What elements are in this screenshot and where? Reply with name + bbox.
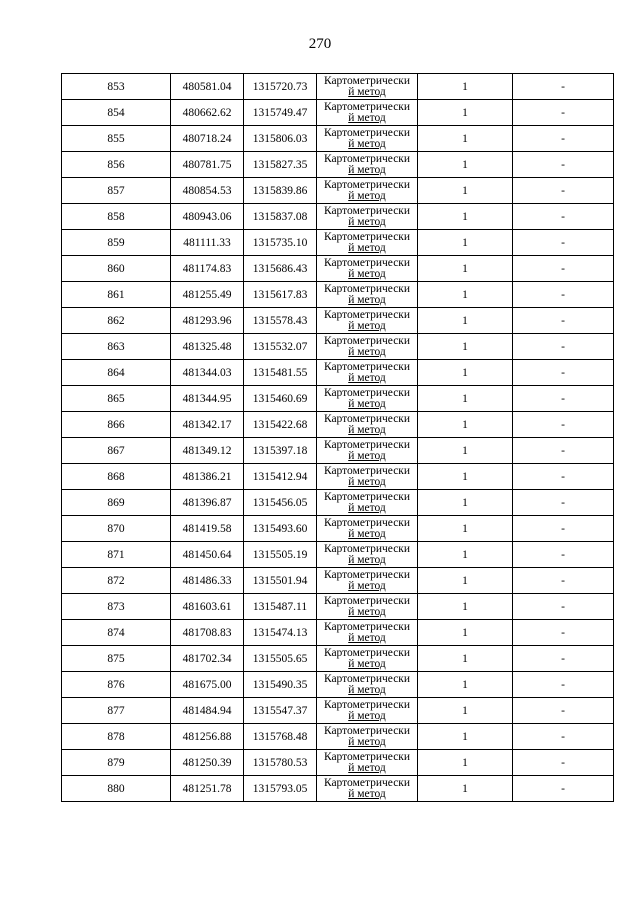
x-coordinate-cell: 480854.53	[171, 178, 244, 204]
method-line-1: Картометрически	[323, 542, 411, 555]
method-cell	[317, 308, 418, 334]
table-row	[62, 568, 614, 594]
method-line-1: Картометрически	[323, 230, 411, 243]
x-coordinate-cell: 481486.33	[171, 568, 244, 594]
table-row	[62, 152, 614, 178]
accuracy-cell: 1	[418, 256, 513, 282]
method-cell	[317, 672, 418, 698]
point-number-cell: 868	[62, 464, 171, 490]
method-line-2: й метод	[348, 423, 386, 436]
table-row	[62, 308, 614, 334]
y-coordinate-cell: 1315493.60	[244, 516, 317, 542]
method-line-1: Картометрически	[323, 386, 411, 399]
method-line-1: Картометрически	[323, 646, 411, 659]
method-cell	[317, 360, 418, 386]
y-coordinate-cell: 1315780.53	[244, 750, 317, 776]
method-line-1: Картометрически	[323, 204, 411, 217]
method-line-2: й метод	[348, 189, 386, 202]
table-row	[62, 672, 614, 698]
method-line-2: й метод	[348, 137, 386, 150]
accuracy-cell: 1	[418, 334, 513, 360]
note-cell: -	[513, 516, 614, 542]
y-coordinate-cell: 1315460.69	[244, 386, 317, 412]
x-coordinate-cell: 480781.75	[171, 152, 244, 178]
point-number-cell: 861	[62, 282, 171, 308]
y-coordinate-cell: 1315474.13	[244, 620, 317, 646]
point-number-cell: 860	[62, 256, 171, 282]
accuracy-cell: 1	[418, 724, 513, 750]
accuracy-cell: 1	[418, 698, 513, 724]
method-cell	[317, 568, 418, 594]
point-number-cell: 863	[62, 334, 171, 360]
x-coordinate-cell: 481349.12	[171, 438, 244, 464]
y-coordinate-cell: 1315793.05	[244, 776, 317, 802]
point-number-cell: 874	[62, 620, 171, 646]
method-cell	[317, 126, 418, 152]
method-line-2: й метод	[348, 631, 386, 644]
note-cell: -	[513, 672, 614, 698]
table-row	[62, 464, 614, 490]
table-row	[62, 178, 614, 204]
method-line-2: й метод	[348, 787, 386, 800]
x-coordinate-cell: 481111.33	[171, 230, 244, 256]
table-row	[62, 204, 614, 230]
method-line-2: й метод	[348, 605, 386, 618]
method-cell	[317, 204, 418, 230]
note-cell: -	[513, 360, 614, 386]
method-line-1: Картометрически	[323, 750, 411, 763]
method-line-1: Картометрически	[323, 672, 411, 685]
method-cell	[317, 438, 418, 464]
accuracy-cell: 1	[418, 776, 513, 802]
table-row	[62, 490, 614, 516]
note-cell: -	[513, 126, 614, 152]
x-coordinate-cell: 481293.96	[171, 308, 244, 334]
y-coordinate-cell: 1315768.48	[244, 724, 317, 750]
accuracy-cell: 1	[418, 360, 513, 386]
note-cell: -	[513, 282, 614, 308]
point-number-cell: 876	[62, 672, 171, 698]
note-cell: -	[513, 542, 614, 568]
method-line-1: Картометрически	[323, 776, 411, 789]
method-cell	[317, 490, 418, 516]
note-cell: -	[513, 724, 614, 750]
y-coordinate-cell: 1315532.07	[244, 334, 317, 360]
accuracy-cell: 1	[418, 178, 513, 204]
x-coordinate-cell: 481250.39	[171, 750, 244, 776]
note-cell: -	[513, 308, 614, 334]
method-cell	[317, 152, 418, 178]
accuracy-cell: 1	[418, 308, 513, 334]
method-line-1: Картометрически	[323, 334, 411, 347]
accuracy-cell: 1	[418, 464, 513, 490]
method-line-1: Картометрически	[323, 126, 411, 139]
point-number-cell: 866	[62, 412, 171, 438]
table-row	[62, 334, 614, 360]
method-line-2: й метод	[348, 267, 386, 280]
note-cell: -	[513, 646, 614, 672]
accuracy-cell: 1	[418, 282, 513, 308]
accuracy-cell: 1	[418, 100, 513, 126]
y-coordinate-cell: 1315412.94	[244, 464, 317, 490]
method-line-1: Картометрически	[323, 74, 411, 87]
y-coordinate-cell: 1315837.08	[244, 204, 317, 230]
method-line-1: Картометрически	[323, 568, 411, 581]
x-coordinate-cell: 480662.62	[171, 100, 244, 126]
method-cell	[317, 724, 418, 750]
method-line-1: Картометрически	[323, 464, 411, 477]
coordinates-table	[61, 73, 614, 802]
y-coordinate-cell: 1315617.83	[244, 282, 317, 308]
method-line-1: Картометрически	[323, 152, 411, 165]
table-row	[62, 230, 614, 256]
method-cell	[317, 230, 418, 256]
table-row	[62, 438, 614, 464]
method-cell	[317, 750, 418, 776]
method-line-2: й метод	[348, 215, 386, 228]
method-line-1: Картометрически	[323, 516, 411, 529]
method-line-2: й метод	[348, 553, 386, 566]
point-number-cell: 873	[62, 594, 171, 620]
x-coordinate-cell: 480581.04	[171, 74, 244, 100]
method-cell	[317, 100, 418, 126]
x-coordinate-cell: 481342.17	[171, 412, 244, 438]
point-number-cell: 862	[62, 308, 171, 334]
y-coordinate-cell: 1315720.73	[244, 74, 317, 100]
note-cell: -	[513, 464, 614, 490]
note-cell: -	[513, 750, 614, 776]
point-number-cell: 864	[62, 360, 171, 386]
y-coordinate-cell: 1315456.05	[244, 490, 317, 516]
x-coordinate-cell: 481255.49	[171, 282, 244, 308]
method-line-2: й метод	[348, 501, 386, 514]
y-coordinate-cell: 1315481.55	[244, 360, 317, 386]
accuracy-cell: 1	[418, 750, 513, 776]
table-body	[62, 74, 614, 802]
method-line-1: Картометрически	[323, 308, 411, 321]
table-row	[62, 724, 614, 750]
note-cell: -	[513, 178, 614, 204]
table-row	[62, 698, 614, 724]
y-coordinate-cell: 1315422.68	[244, 412, 317, 438]
method-line-1: Картометрически	[323, 100, 411, 113]
table-row	[62, 126, 614, 152]
point-number-cell: 867	[62, 438, 171, 464]
y-coordinate-cell: 1315827.35	[244, 152, 317, 178]
method-cell	[317, 594, 418, 620]
point-number-cell: 872	[62, 568, 171, 594]
note-cell: -	[513, 568, 614, 594]
method-line-2: й метод	[348, 657, 386, 670]
method-line-2: й метод	[348, 761, 386, 774]
point-number-cell: 878	[62, 724, 171, 750]
x-coordinate-cell: 481325.48	[171, 334, 244, 360]
table-row	[62, 620, 614, 646]
y-coordinate-cell: 1315490.35	[244, 672, 317, 698]
accuracy-cell: 1	[418, 230, 513, 256]
point-number-cell: 871	[62, 542, 171, 568]
x-coordinate-cell: 481603.61	[171, 594, 244, 620]
x-coordinate-cell: 480718.24	[171, 126, 244, 152]
accuracy-cell: 1	[418, 542, 513, 568]
method-line-2: й метод	[348, 293, 386, 306]
method-line-2: й метод	[348, 735, 386, 748]
note-cell: -	[513, 100, 614, 126]
point-number-cell: 855	[62, 126, 171, 152]
table-row	[62, 360, 614, 386]
accuracy-cell: 1	[418, 386, 513, 412]
x-coordinate-cell: 481174.83	[171, 256, 244, 282]
method-line-2: й метод	[348, 241, 386, 254]
x-coordinate-cell: 481256.88	[171, 724, 244, 750]
method-line-2: й метод	[348, 85, 386, 98]
x-coordinate-cell: 481450.64	[171, 542, 244, 568]
x-coordinate-cell: 481675.00	[171, 672, 244, 698]
point-number-cell: 857	[62, 178, 171, 204]
note-cell: -	[513, 412, 614, 438]
x-coordinate-cell: 481344.95	[171, 386, 244, 412]
y-coordinate-cell: 1315806.03	[244, 126, 317, 152]
y-coordinate-cell: 1315749.47	[244, 100, 317, 126]
y-coordinate-cell: 1315397.18	[244, 438, 317, 464]
x-coordinate-cell: 480943.06	[171, 204, 244, 230]
accuracy-cell: 1	[418, 646, 513, 672]
method-cell	[317, 698, 418, 724]
point-number-cell: 877	[62, 698, 171, 724]
note-cell: -	[513, 230, 614, 256]
table-row	[62, 282, 614, 308]
method-line-2: й метод	[348, 397, 386, 410]
method-line-2: й метод	[348, 709, 386, 722]
x-coordinate-cell: 481702.34	[171, 646, 244, 672]
point-number-cell: 853	[62, 74, 171, 100]
table-row	[62, 646, 614, 672]
point-number-cell: 856	[62, 152, 171, 178]
accuracy-cell: 1	[418, 152, 513, 178]
y-coordinate-cell: 1315578.43	[244, 308, 317, 334]
method-line-1: Картометрически	[323, 282, 411, 295]
note-cell: -	[513, 438, 614, 464]
note-cell: -	[513, 490, 614, 516]
table-row	[62, 256, 614, 282]
x-coordinate-cell: 481386.21	[171, 464, 244, 490]
method-cell	[317, 178, 418, 204]
point-number-cell: 859	[62, 230, 171, 256]
method-line-1: Картометрически	[323, 178, 411, 191]
note-cell: -	[513, 152, 614, 178]
accuracy-cell: 1	[418, 620, 513, 646]
method-line-1: Картометрически	[323, 360, 411, 373]
x-coordinate-cell: 481396.87	[171, 490, 244, 516]
method-line-2: й метод	[348, 527, 386, 540]
accuracy-cell: 1	[418, 438, 513, 464]
y-coordinate-cell: 1315501.94	[244, 568, 317, 594]
accuracy-cell: 1	[418, 516, 513, 542]
method-line-1: Картометрически	[323, 438, 411, 451]
point-number-cell: 869	[62, 490, 171, 516]
point-number-cell: 858	[62, 204, 171, 230]
y-coordinate-cell: 1315839.86	[244, 178, 317, 204]
method-line-2: й метод	[348, 319, 386, 332]
method-line-1: Картометрически	[323, 412, 411, 425]
method-cell	[317, 282, 418, 308]
method-line-2: й метод	[348, 475, 386, 488]
accuracy-cell: 1	[418, 204, 513, 230]
y-coordinate-cell: 1315505.65	[244, 646, 317, 672]
note-cell: -	[513, 334, 614, 360]
accuracy-cell: 1	[418, 490, 513, 516]
point-number-cell: 875	[62, 646, 171, 672]
note-cell: -	[513, 386, 614, 412]
method-line-1: Картометрически	[323, 620, 411, 633]
method-line-2: й метод	[348, 371, 386, 384]
method-cell	[317, 334, 418, 360]
method-cell	[317, 464, 418, 490]
table-row	[62, 594, 614, 620]
x-coordinate-cell: 481251.78	[171, 776, 244, 802]
y-coordinate-cell: 1315735.10	[244, 230, 317, 256]
table-row	[62, 542, 614, 568]
method-cell	[317, 542, 418, 568]
x-coordinate-cell: 481419.58	[171, 516, 244, 542]
method-line-1: Картометрически	[323, 724, 411, 737]
method-line-2: й метод	[348, 163, 386, 176]
point-number-cell: 880	[62, 776, 171, 802]
method-cell	[317, 776, 418, 802]
accuracy-cell: 1	[418, 672, 513, 698]
method-line-1: Картометрически	[323, 256, 411, 269]
y-coordinate-cell: 1315505.19	[244, 542, 317, 568]
note-cell: -	[513, 594, 614, 620]
accuracy-cell: 1	[418, 412, 513, 438]
accuracy-cell: 1	[418, 594, 513, 620]
table-row	[62, 412, 614, 438]
y-coordinate-cell: 1315686.43	[244, 256, 317, 282]
method-line-2: й метод	[348, 579, 386, 592]
page-number: 270	[308, 36, 332, 52]
note-cell: -	[513, 698, 614, 724]
y-coordinate-cell: 1315487.11	[244, 594, 317, 620]
note-cell: -	[513, 74, 614, 100]
method-cell	[317, 412, 418, 438]
y-coordinate-cell: 1315547.37	[244, 698, 317, 724]
table-row	[62, 100, 614, 126]
x-coordinate-cell: 481344.03	[171, 360, 244, 386]
point-number-cell: 879	[62, 750, 171, 776]
method-line-2: й метод	[348, 111, 386, 124]
method-line-1: Картометрически	[323, 698, 411, 711]
note-cell: -	[513, 204, 614, 230]
method-line-2: й метод	[348, 683, 386, 696]
method-cell	[317, 646, 418, 672]
note-cell: -	[513, 776, 614, 802]
method-cell	[317, 620, 418, 646]
method-line-1: Картометрически	[323, 490, 411, 503]
method-cell	[317, 74, 418, 100]
table-row	[62, 750, 614, 776]
method-line-1: Картометрически	[323, 594, 411, 607]
table-row	[62, 74, 614, 100]
accuracy-cell: 1	[418, 74, 513, 100]
accuracy-cell: 1	[418, 126, 513, 152]
table-row	[62, 516, 614, 542]
accuracy-cell: 1	[418, 568, 513, 594]
point-number-cell: 870	[62, 516, 171, 542]
note-cell: -	[513, 256, 614, 282]
method-cell	[317, 256, 418, 282]
point-number-cell: 865	[62, 386, 171, 412]
method-cell	[317, 516, 418, 542]
x-coordinate-cell: 481708.83	[171, 620, 244, 646]
point-number-cell: 854	[62, 100, 171, 126]
table-row	[62, 386, 614, 412]
method-line-2: й метод	[348, 345, 386, 358]
x-coordinate-cell: 481484.94	[171, 698, 244, 724]
table-row	[62, 776, 614, 802]
method-cell	[317, 386, 418, 412]
note-cell: -	[513, 620, 614, 646]
method-line-2: й метод	[348, 449, 386, 462]
